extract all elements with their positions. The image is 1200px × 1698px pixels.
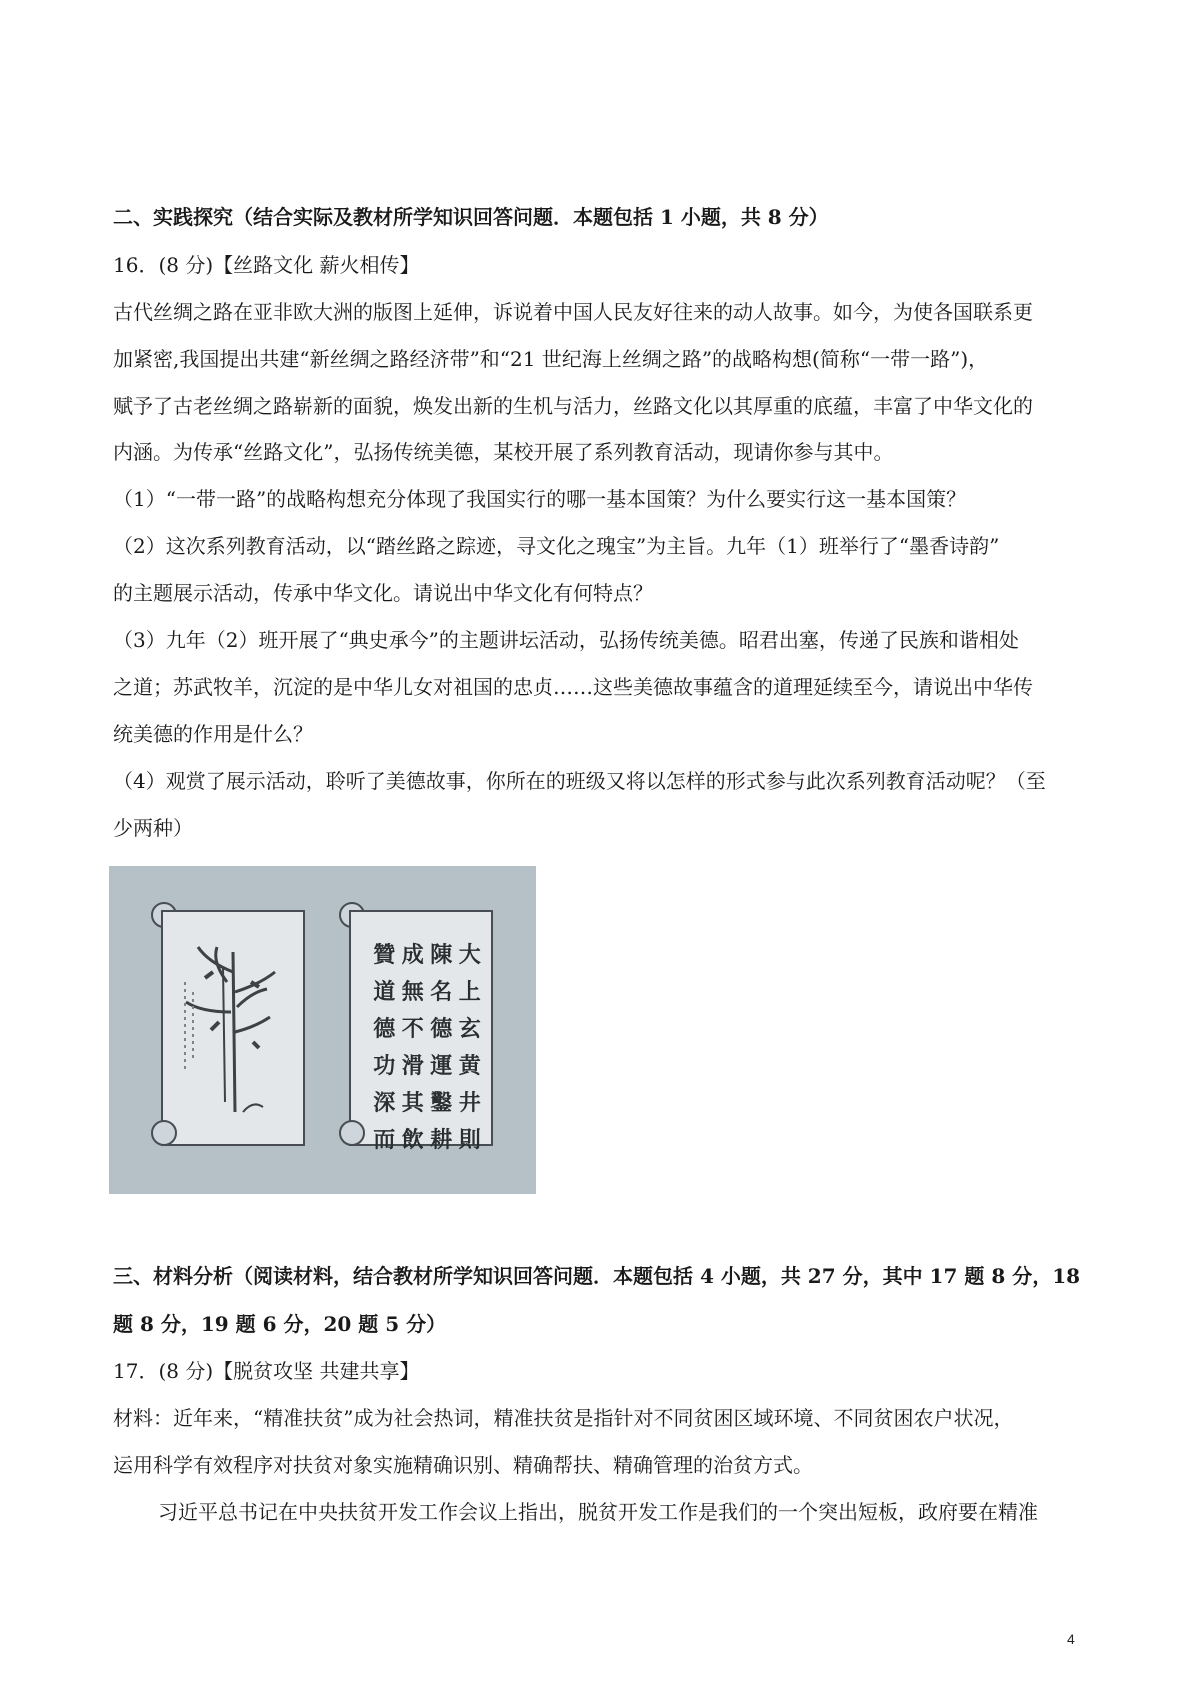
q16-subquestion-4-cont: 少两种） <box>113 816 193 840</box>
q16-subquestion-3-cont: 之道；苏武牧羊，沉淀的是中华儿女对祖国的忠贞……这些美德故事蕴含的道理延续至今，请说出中华传 <box>113 675 1033 699</box>
calligraphy-char: 鑿 <box>430 1090 453 1116</box>
calligraphy-char: 陳 <box>430 942 453 968</box>
calligraphy-char: 玄 <box>458 1016 481 1042</box>
calligraphy-text <box>371 938 483 1153</box>
q17-material-line: 运用科学有效程序对扶贫对象实施精确识别、精确帮扶、精确管理的治贫方式。 <box>113 1453 813 1477</box>
calligraphy-char: 運 <box>430 1053 453 1079</box>
calligraphy-char: 滑 <box>401 1053 424 1079</box>
section3-heading: 三、材料分析（阅读材料，结合教材所学知识回答问题．本题包括 4 小题，共 27 分，其中 17 题 8 分，18 <box>113 1264 1081 1288</box>
q16-intro-line: 赋予了古老丝绸之路崭新的面貌，焕发出新的生机与活力，丝路文化以其厚重的底蕴，丰富了中华文化的 <box>113 394 1033 418</box>
calligraphy-char: 上 <box>458 979 481 1005</box>
scroll-curl-icon <box>151 1120 177 1146</box>
calligraphy-char: 不 <box>401 1016 424 1042</box>
calligraphy-char: 名 <box>430 979 453 1005</box>
calligraphy-char: 無 <box>401 979 424 1005</box>
bamboo-painting-scroll <box>151 902 311 1146</box>
bamboo-icon <box>163 912 303 1144</box>
q16-subquestion-4: （4）观赏了展示活动，聆听了美德故事，你所在的班级又将以怎样的形式参与此次系列教育活动呢？（至 <box>113 769 1046 793</box>
calligraphy-panel <box>349 910 493 1153</box>
calligraphy-char: 功 <box>373 1053 396 1079</box>
q17-material-line: 材料：近年来，“精准扶贫”成为社会热词，精准扶贫是指针对不同贫困区域环境、不同贫困农户状况， <box>113 1406 1014 1430</box>
painting-panel <box>161 910 305 1146</box>
page-number: 4 <box>1067 1631 1075 1647</box>
calligraphy-char: 大 <box>458 942 481 968</box>
calligraphy-char: 德 <box>373 1016 396 1042</box>
scroll-artwork-figure <box>109 866 536 1194</box>
q17-title: 17．(8 分)【脱贫攻坚 共建共享】 <box>113 1359 420 1383</box>
calligraphy-char: 而 <box>373 1127 396 1153</box>
q17-material-line: 习近平总书记在中央扶贫开发工作会议上指出，脱贫开发工作是我们的一个突出短板，政府要在精准 <box>158 1500 1038 1524</box>
q16-subquestion-2: （2）这次系列教育活动，以“踏丝路之踪迹，寻文化之瑰宝”为主旨。九年（1）班举行了“墨香诗韵” <box>113 534 1000 558</box>
q16-subquestion-1: （1）“一带一路”的战略构想充分体现了我国实行的哪一基本国策？为什么要实行这一基本国策？ <box>113 487 967 511</box>
calligraphy-char: 成 <box>401 942 424 968</box>
calligraphy-char: 飲 <box>401 1127 424 1153</box>
calligraphy-char: 其 <box>401 1090 424 1116</box>
q16-subquestion-3-cont: 统美德的作用是什么？ <box>113 722 313 746</box>
calligraphy-char: 道 <box>373 979 396 1005</box>
q16-title: 16．(8 分)【丝路文化 薪火相传】 <box>113 253 420 277</box>
calligraphy-char: 德 <box>430 1016 453 1042</box>
calligraphy-char: 贊 <box>373 942 396 968</box>
q16-intro-line: 加紧密,我国提出共建“新丝绸之路经济带”和“21 世纪海上丝绸之路”的战略构想(简称“一带一路”)， <box>113 347 989 371</box>
q16-intro-line: 古代丝绸之路在亚非欧大洲的版图上延伸，诉说着中国人民友好往来的动人故事。如今，为使各国联系更 <box>113 300 1033 324</box>
q16-intro-line: 内涵。为传承“丝路文化”，弘扬传统美德，某校开展了系列教育活动，现请你参与其中。 <box>113 440 894 464</box>
q16-subquestion-3: （3）九年（2）班开展了“典史承今”的主题讲坛活动，弘扬传统美德。昭君出塞，传递了民族和谐相处 <box>113 628 1019 652</box>
calligraphy-char: 井 <box>458 1090 481 1116</box>
calligraphy-scroll <box>339 902 499 1153</box>
calligraphy-char: 則 <box>458 1127 481 1153</box>
section3-heading-cont: 题 8 分，19 题 6 分，20 题 5 分） <box>113 1312 447 1336</box>
calligraphy-char: 深 <box>373 1090 396 1116</box>
q16-subquestion-2-cont: 的主题展示活动，传承中华文化。请说出中华文化有何特点？ <box>113 581 653 605</box>
section2-heading: 二、实践探究（结合实际及教材所学知识回答问题．本题包括 1 小题，共 8 分） <box>113 205 829 229</box>
calligraphy-char: 耕 <box>430 1127 453 1153</box>
scroll-curl-icon <box>339 1120 365 1146</box>
calligraphy-char: 黄 <box>458 1053 481 1079</box>
